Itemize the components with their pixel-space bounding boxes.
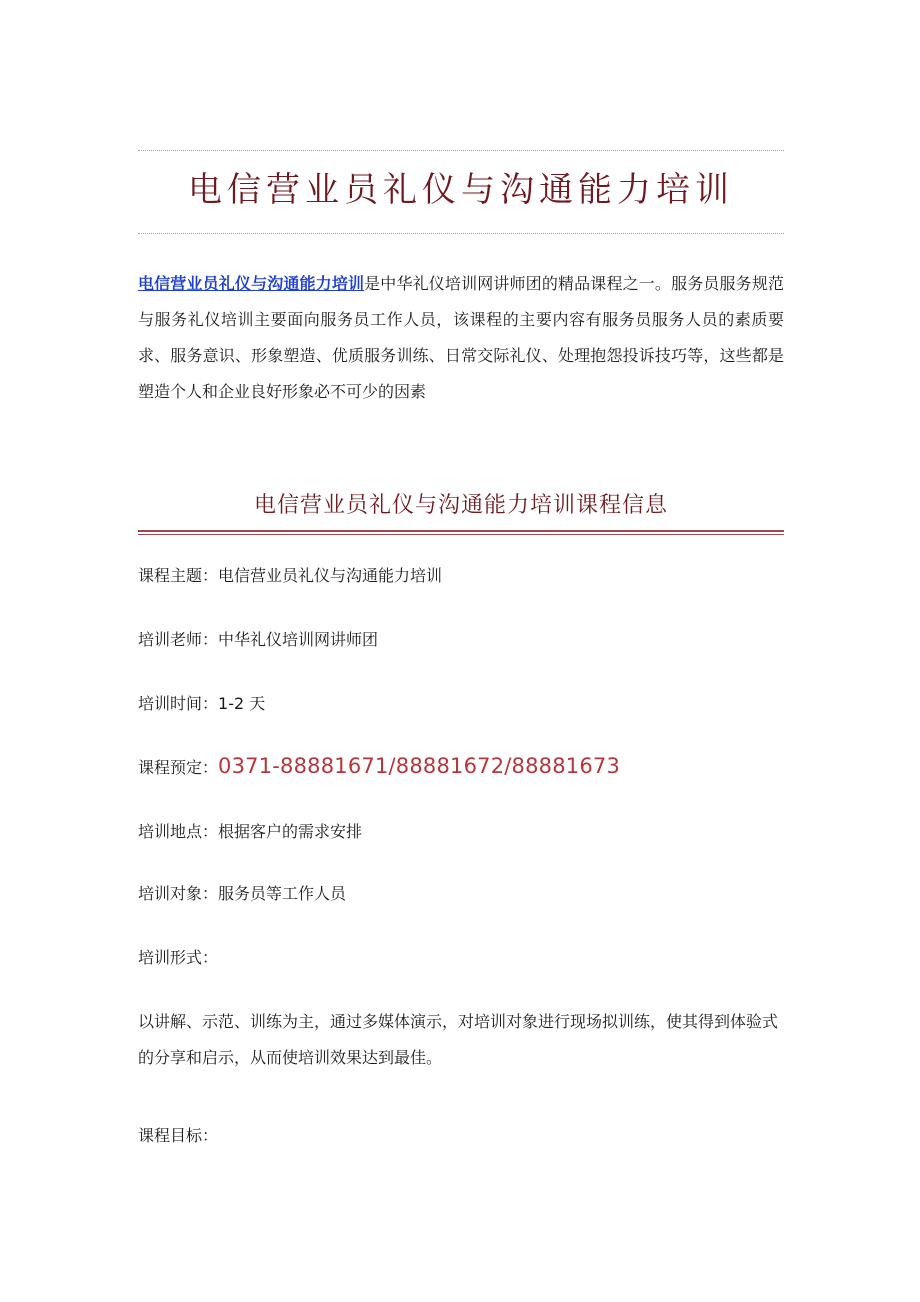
time-value: 1-2 天 (218, 694, 266, 713)
info-goal (138, 1122, 784, 1150)
time-label: 培训时间： (138, 694, 219, 713)
audience-label: 培训对象： (138, 884, 219, 903)
location-value: 根据客户的需求安排 (218, 822, 363, 841)
top-divider (138, 150, 784, 151)
info-location (138, 818, 784, 846)
booking-phone: 0371-88881671/88881672/88881673 (218, 754, 621, 778)
intro-text: 是中华礼仪培训网讲师团的精品课程之一。服务员服务规范与服务礼仪培训主要面向服务员工作人员，该课程的主要内容有服务员服务人员的素质要求、服务意识、形象塑造、优质服务训练、日常交际礼仪、处理抱怨投诉技巧等，这些都是塑造个人和企业良好形象必不可少的因素 (138, 274, 784, 401)
goal-label: 课程目标： (138, 1126, 219, 1145)
booking-label: 课程预定： (138, 758, 219, 777)
audience-value: 服务员等工作人员 (218, 884, 347, 903)
info-audience (138, 880, 784, 908)
format-description: 以讲解、示范、训练为主，通过多媒体演示，对培训对象进行现场拟训练，使其得到体验式的分享和启示，从而使培训效果达到最佳。 (138, 1012, 779, 1067)
section-title: 电信营业员礼仪与沟通能力培训课程信息 (253, 493, 668, 518)
teacher-value: 中华礼仪培训网讲师团 (218, 630, 379, 649)
info-teacher (138, 626, 784, 654)
info-format (138, 944, 784, 972)
title-divider (138, 233, 784, 234)
format-label: 培训形式： (138, 948, 219, 967)
topic-value: 电信营业员礼仪与沟通能力培训 (218, 566, 443, 585)
info-time (138, 690, 784, 718)
location-label: 培训地点： (138, 822, 219, 841)
page-title: 电信营业员礼仪与沟通能力培训 (188, 170, 734, 210)
intro-paragraph (138, 266, 784, 410)
section-divider (138, 530, 784, 535)
info-booking (138, 752, 784, 782)
teacher-label: 培训老师： (138, 630, 219, 649)
course-link[interactable]: 电信营业员礼仪与沟通能力培训 (138, 274, 365, 293)
topic-label: 课程主题： (138, 566, 219, 585)
info-topic (138, 562, 784, 590)
